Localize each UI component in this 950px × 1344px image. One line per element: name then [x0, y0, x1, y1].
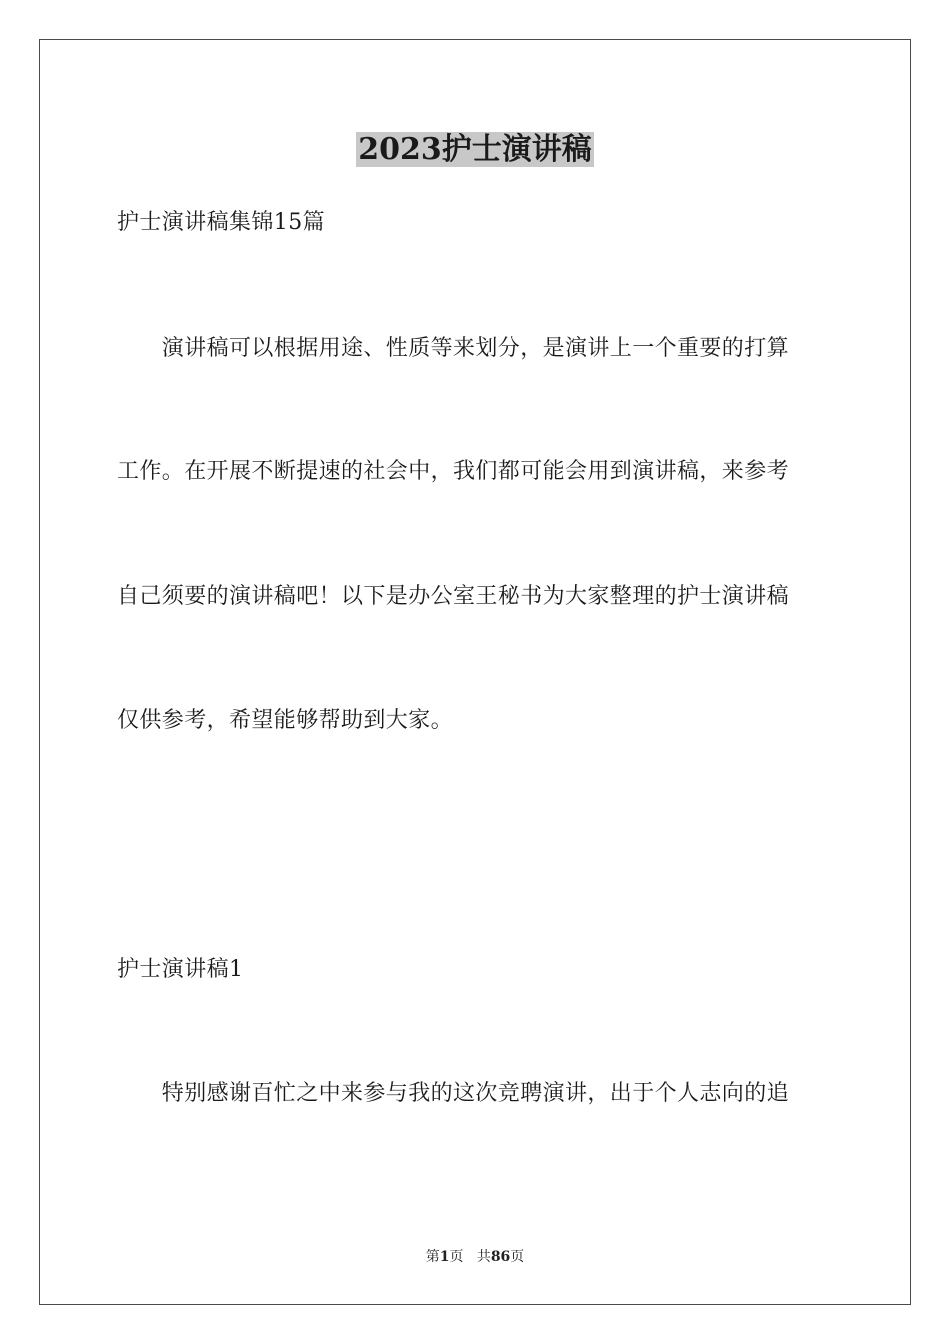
paragraph-line: 特别感谢百忙之中来参与我的这次竞聘演讲，出于个人志向的追 — [117, 1081, 790, 1106]
page-footer — [0, 1248, 950, 1266]
paragraph-line: 自己须要的演讲稿吧！以下是办公室王秘书为大家整理的护士演讲稿 — [117, 584, 790, 609]
page-current: 1 — [439, 1249, 450, 1265]
total-prefix: 共 — [476, 1249, 491, 1265]
page-suffix: 页 — [449, 1249, 464, 1265]
paragraph-line: 演讲稿可以根据用途、性质等来划分，是演讲上一个重要的打算 — [117, 336, 790, 361]
subtitle-line: 护士演讲稿集锦15篇 — [117, 210, 325, 235]
page-prefix: 第 — [425, 1249, 440, 1265]
total-pages: 86 — [490, 1249, 511, 1265]
total-suffix: 页 — [510, 1249, 525, 1265]
document-title — [0, 130, 950, 170]
paragraph-line: 工作。在开展不断提速的社会中，我们都可能会用到演讲稿，来参考 — [117, 459, 790, 484]
document-title-text: 2023护士演讲稿 — [358, 132, 592, 167]
section-heading: 护士演讲稿1 — [117, 957, 244, 982]
paragraph-line: 仅供参考，希望能够帮助到大家。 — [117, 708, 454, 733]
